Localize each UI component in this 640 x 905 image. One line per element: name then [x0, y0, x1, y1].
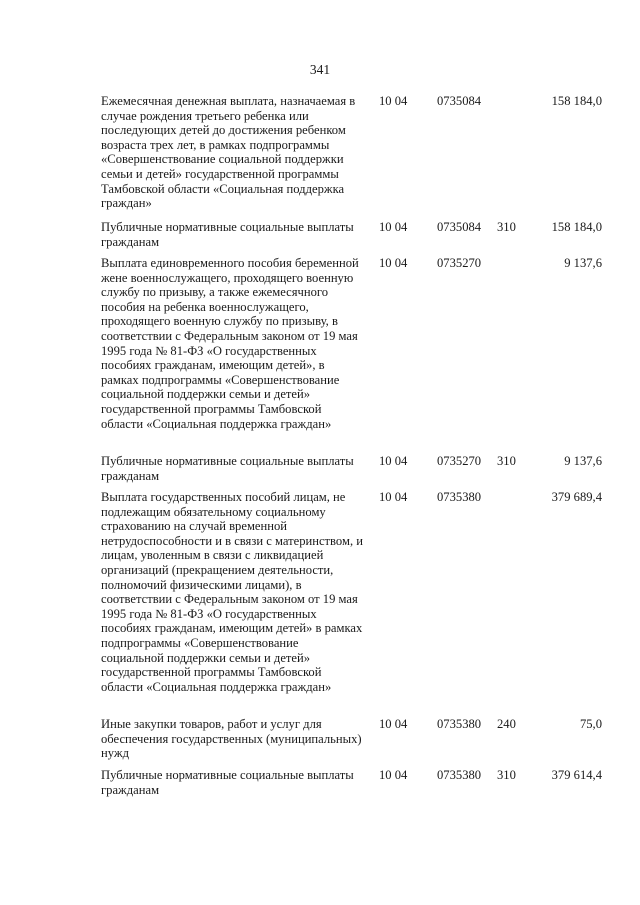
- row-expense-type-code: 310: [497, 454, 516, 468]
- row-expense-type-code: 240: [497, 717, 516, 731]
- row-section-code: 10 04: [379, 94, 408, 108]
- row-description: Иные закупки товаров, работ и услуг для обеспечения государственных (муниципальных) нужд: [101, 717, 362, 761]
- table-row: [0, 768, 640, 796]
- row-target-code: 0735084: [437, 94, 482, 108]
- row-description: Публичные нормативные социальные выплаты гражданам: [101, 768, 354, 797]
- row-amount: 158 184,0: [551, 220, 602, 234]
- table-row: [0, 256, 640, 446]
- row-section-code: 10 04: [379, 454, 408, 468]
- row-target-code: 0735270: [437, 256, 482, 270]
- table-row: [0, 220, 640, 248]
- table-row: [0, 490, 640, 709]
- row-amount: 75,0: [579, 717, 602, 731]
- row-description: Ежемесячная денежная выплата, назначаемая в случае рождения третьего ребенка или последующих детей до достижения ребенком возраста трех лет, в рамках подпрограммы «Совершенствование социальной поддержки семьи и детей» государственной программы Тамбовской области «Социальная поддержка граждан»: [101, 94, 356, 211]
- row-section-code: 10 04: [379, 768, 408, 782]
- page-number: 341: [309, 62, 331, 77]
- row-description: Публичные нормативные социальные выплаты гражданам: [101, 220, 354, 249]
- budget-table: [0, 94, 640, 804]
- table-row: [0, 717, 640, 760]
- row-description: Публичные нормативные социальные выплаты гражданам: [101, 454, 354, 483]
- row-target-code: 0735380: [437, 717, 482, 731]
- row-amount: 9 137,6: [564, 256, 602, 270]
- row-amount: 379 614,4: [551, 768, 602, 782]
- row-target-code: 0735380: [437, 490, 482, 504]
- row-target-code: 0735380: [437, 768, 482, 782]
- row-amount: 158 184,0: [551, 94, 602, 108]
- row-section-code: 10 04: [379, 717, 408, 731]
- row-target-code: 0735084: [437, 220, 482, 234]
- row-section-code: 10 04: [379, 490, 408, 504]
- table-row: [0, 94, 640, 212]
- row-amount: 379 689,4: [551, 490, 602, 504]
- row-target-code: 0735270: [437, 454, 482, 468]
- row-expense-type-code: 310: [497, 220, 516, 234]
- row-description: Выплата государственных пособий лицам, не подлежащим обязательному социальному страхованию на случай временной нетрудоспособности и в связи с материнством, и лицам, уволенным в связи с ликвидацией организаций (прекращением деятельности, полномочий физическими лицами), в соответствии с Федеральным законом от 19 мая 1995 года № 81-ФЗ «О государственных пособиях гражданам, имеющим детей» в рамках подпрограммы «Совершенствование социальной поддержки семьи и детей» государственной программы Тамбовской области «Социальная поддержка граждан»: [101, 490, 363, 694]
- row-section-code: 10 04: [379, 256, 408, 270]
- row-section-code: 10 04: [379, 220, 408, 234]
- row-expense-type-code: 310: [497, 768, 516, 782]
- table-row: [0, 454, 640, 482]
- row-description: Выплата единовременного пособия беременной жене военнослужащего, проходящего военную службу по призыву, а также ежемесячного пособия на ребенка военнослужащего, проходящего военную службу по призыву, в соответствии с Федеральным законом от 19 мая 1995 года № 81-ФЗ «О государственных пособиях гражданам, имеющим детей», в рамках подпрограммы «Совершенствование социальной поддержки семьи и детей» государственной программы Тамбовской области «Социальная поддержка граждан»: [101, 256, 359, 431]
- row-amount: 9 137,6: [564, 454, 602, 468]
